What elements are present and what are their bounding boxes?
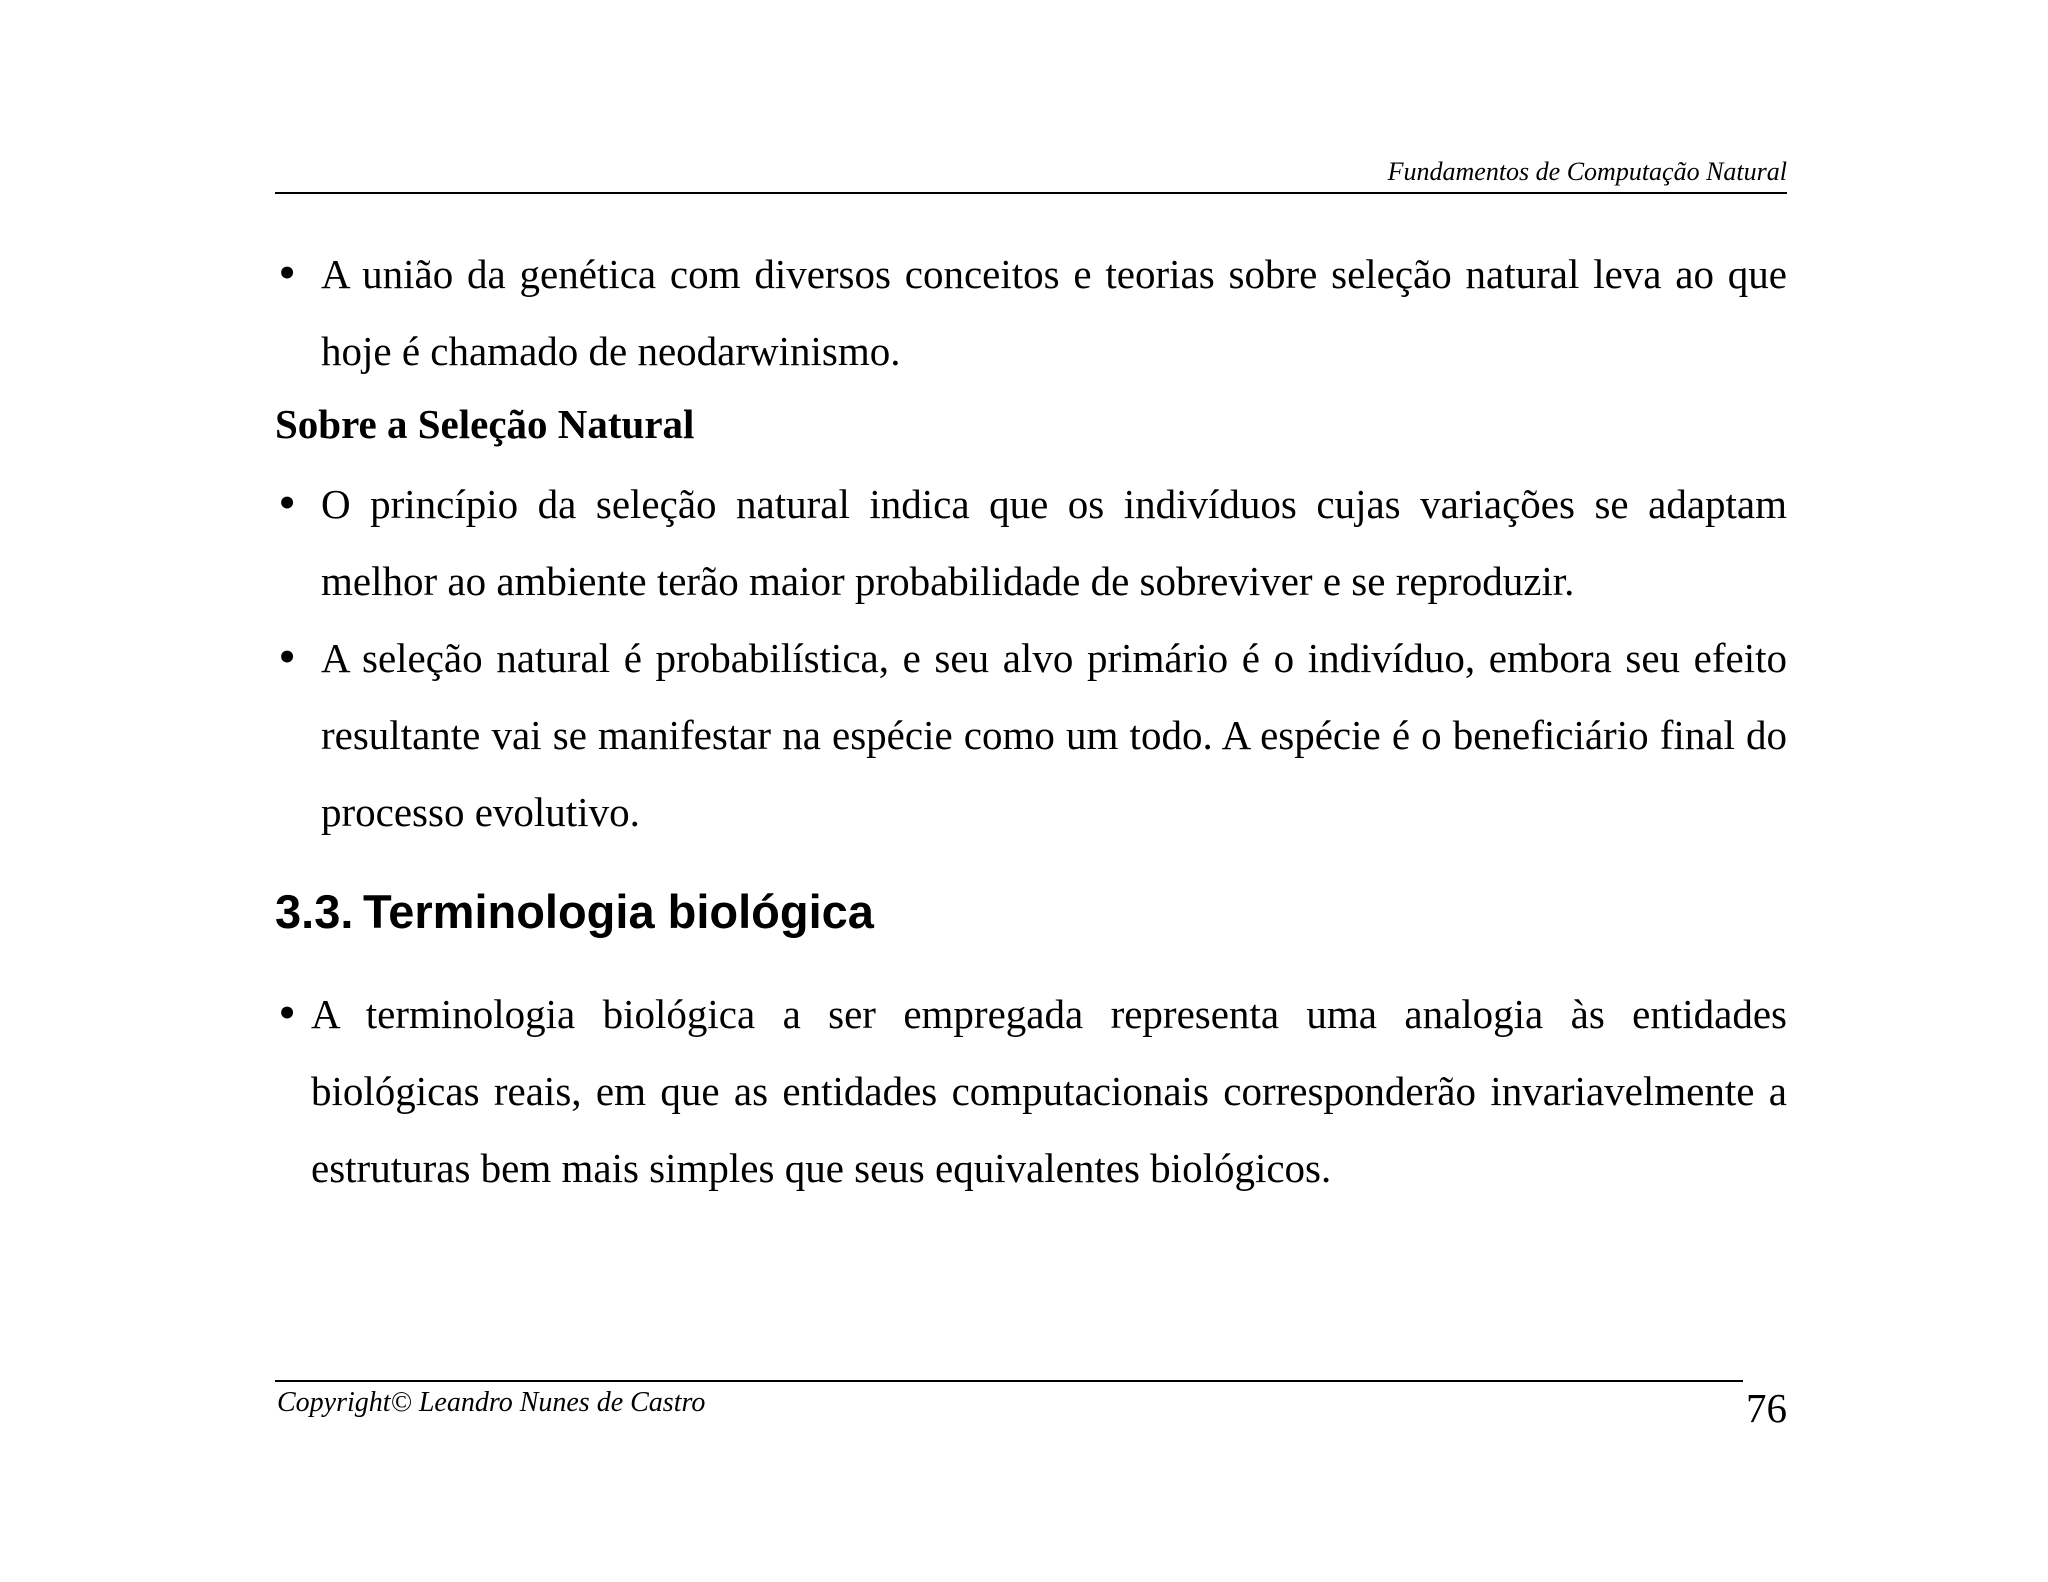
section-number: 3.3.	[275, 885, 354, 938]
running-header: Fundamentos de Computação Natural	[1387, 157, 1787, 186]
bullet-text: A terminologia biológica a ser empregada representa uma analogia às entidades biológicas reais, em que as entidades computacionais corresponderão invariavelmente a estruturas bem mais simples que seus equivalentes biológicos.	[311, 991, 1787, 1191]
bullet-text: A união da genética com diversos conceitos e teorias sobre seleção natural leva ao que hoje é chamado de neodarwinismo.	[321, 251, 1787, 374]
bullet-text: A seleção natural é probabilística, e seu alvo primário é o indivíduo, embora seu efeito resultante vai se manifestar na espécie como um todo. A espécie é o beneficiário final do processo evolutivo.	[321, 635, 1787, 835]
subheading: Sobre a Seleção Natural	[275, 401, 695, 447]
list-item	[275, 620, 1787, 851]
list-item	[275, 236, 1787, 390]
page-number: 76	[1746, 1385, 1787, 1431]
bullet-icon: •	[275, 250, 300, 298]
bullet-text: O princípio da seleção natural indica que os indivíduos cujas variações se adaptam melhor ao ambiente terão maior probabilidade de sobreviver e se reproduzir.	[321, 481, 1787, 604]
bullet-icon: •	[275, 480, 300, 528]
footer-rule	[275, 1380, 1743, 1382]
bullet-icon: •	[275, 990, 300, 1038]
list-item	[275, 976, 1787, 1207]
section-heading	[275, 882, 874, 942]
section-title: Terminologia biológica	[363, 885, 874, 938]
footer-copyright: Copyright© Leandro Nunes de Castro	[277, 1387, 706, 1418]
header-rule	[275, 192, 1787, 194]
list-item	[275, 466, 1787, 620]
bullet-icon: •	[275, 634, 300, 682]
